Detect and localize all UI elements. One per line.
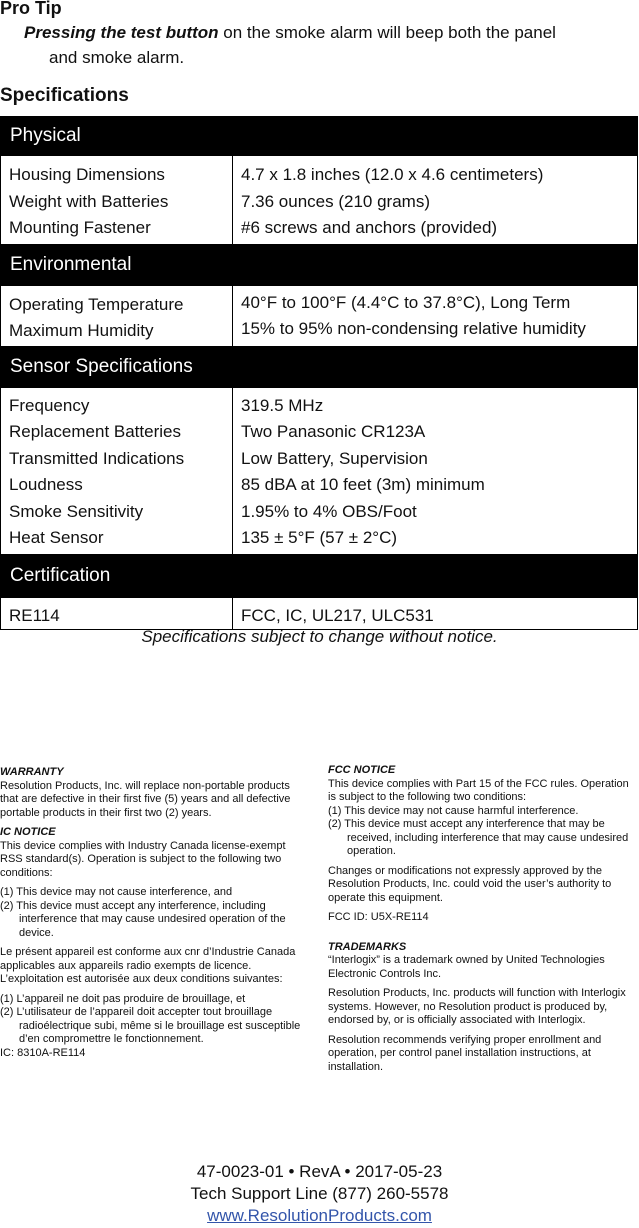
ic-notice-french: Le présent appareil est conforme aux cnr d’Industrie Canada applicables aux appareils radio exempts de licence. L’exploitation est autorisée aux deux conditions suivantes: [0, 946, 296, 985]
fcc-id: FCC ID: U5X-RE114 [328, 911, 429, 923]
footer [0, 1161, 639, 1227]
spec-label: Mounting Fastener [9, 218, 151, 237]
spec-value: 40°F to 100°F (4.4°C to 37.8°C), Long Term [241, 292, 571, 312]
document-id: 47-0023-01 • RevA • 2017-05-23 [196, 1162, 443, 1181]
spec-value: Low Battery, Supervision [241, 448, 428, 468]
spec-value: 7.36 ounces (210 grams) [241, 191, 430, 211]
pro-tip-title: Pro Tip [0, 0, 62, 18]
spec-value: Two Panasonic CR123A [241, 422, 426, 441]
section-rows-sensor [1, 387, 638, 554]
spec-label: Operating Temperature [9, 294, 184, 314]
section-rows-physical [1, 156, 638, 245]
spec-value: 15% to 95% non-condensing relative humidity [241, 319, 586, 338]
section-header-certification: Certification [1, 554, 638, 597]
trademarks-enrollment-text: Resolution recommends verifying proper enrollment and operation, per control panel installation instructions, at installation. [328, 1033, 602, 1073]
spec-label: Replacement Batteries [9, 422, 181, 441]
section-rows-environmental [1, 285, 638, 346]
trademarks-title: TRADEMARKS [328, 940, 407, 953]
pro-tip-line2: and smoke alarm. [49, 48, 185, 67]
ic-notice-text: This device complies with Industry Canada license-exempt RSS standard(s). Operation is subject to the following two conditions: [0, 839, 286, 879]
section-rows-certification [1, 597, 638, 630]
specifications-title: Specifications [0, 85, 129, 106]
spec-value: 319.5 MHz [241, 395, 324, 415]
fcc-changes-text: Changes or modifications not expressly approved by the Resolution Products, Inc. could void the user’s authority to operate this equipment. [328, 864, 612, 904]
ic-notice-title: IC NOTICE [0, 826, 56, 838]
section-header-sensor: Sensor Specifications [1, 346, 638, 387]
right-notice-column [328, 764, 630, 1074]
specifications-table [0, 116, 638, 630]
fcc-condition-2: (2) This device must accept any interference that may be received, including interference that may cause undesired operation. [328, 818, 629, 857]
trademarks-text: “Interlogix” is a trademark owned by United Technologies Electronic Controls Inc. [328, 954, 605, 980]
ic-id: IC: 8310A-RE114 [0, 1046, 86, 1059]
ic-french-condition-1: (1) L’appareil ne doit pas produire de brouillage, et [0, 992, 246, 1005]
spec-label: Frequency [9, 395, 90, 415]
spec-value: 135 ± 5°F (57 ± 2°C) [241, 528, 398, 547]
fcc-notice-title: FCC NOTICE [328, 764, 396, 776]
pro-tip-text [24, 20, 624, 70]
spec-label: Loudness [9, 475, 83, 494]
pro-tip-bold-lead: Pressing the test button [24, 23, 219, 42]
fcc-notice-text: This device complies with Part 15 of the FCC rules. Operation is subject to the following two conditions: [328, 777, 629, 803]
specifications-note: Specifications subject to change without notice. [141, 627, 498, 646]
warranty-title: WARRANTY [0, 766, 64, 778]
fcc-condition-1: (1) This device may not cause harmful interference. [328, 804, 579, 817]
spec-label: Smoke Sensitivity [9, 501, 144, 521]
spec-label: Transmitted Indications [9, 448, 185, 468]
ic-condition-1: (1) This device may not cause interference, and [0, 886, 233, 898]
spec-value: 1.95% to 4% OBS/Foot [241, 501, 417, 521]
ic-condition-2: (2) This device must accept any interference, including interference that may cause undesired operation of the device. [0, 899, 286, 939]
tech-support-line: Tech Support Line (877) 260-5578 [190, 1184, 449, 1203]
spec-value: 4.7 x 1.8 inches (12.0 x 4.6 centimeters) [241, 165, 544, 184]
section-header-environmental: Environmental [1, 244, 638, 285]
spec-label: Housing Dimensions [9, 165, 165, 184]
pro-tip-rest: on the smoke alarm will beep both the panel [218, 23, 556, 42]
spec-label: Maximum Humidity [9, 321, 154, 340]
section-header-physical: Physical [1, 117, 638, 156]
spec-value: #6 screws and anchors (provided) [241, 218, 498, 237]
spec-label: Heat Sensor [9, 528, 104, 547]
ic-french-condition-2: (2) L’utilisateur de l’appareil doit accepter tout brouillage radioélectrique subi, même si le brouillage est susceptible d’en compromettre le fonctionnement. [0, 1006, 301, 1045]
website-link[interactable]: www.ResolutionProducts.com [207, 1206, 432, 1225]
warranty-text: Resolution Products, Inc. will replace non-portable products that are defective in their first five (5) years and all defective portable products in their first two (2) years. [0, 779, 291, 819]
left-notice-column [0, 766, 311, 1060]
spec-label: RE114 [9, 605, 60, 625]
spec-value: 85 dBA at 10 feet (3m) minimum [241, 475, 485, 494]
spec-label: Weight with Batteries [9, 191, 169, 211]
trademarks-compat-text: Resolution Products, Inc. products will function with Interlogix systems. However, no Resolution product is produced by, endorsed by, or is officially associated with Interlogix. [328, 987, 626, 1026]
spec-value: FCC, IC, UL217, ULC531 [241, 605, 434, 625]
